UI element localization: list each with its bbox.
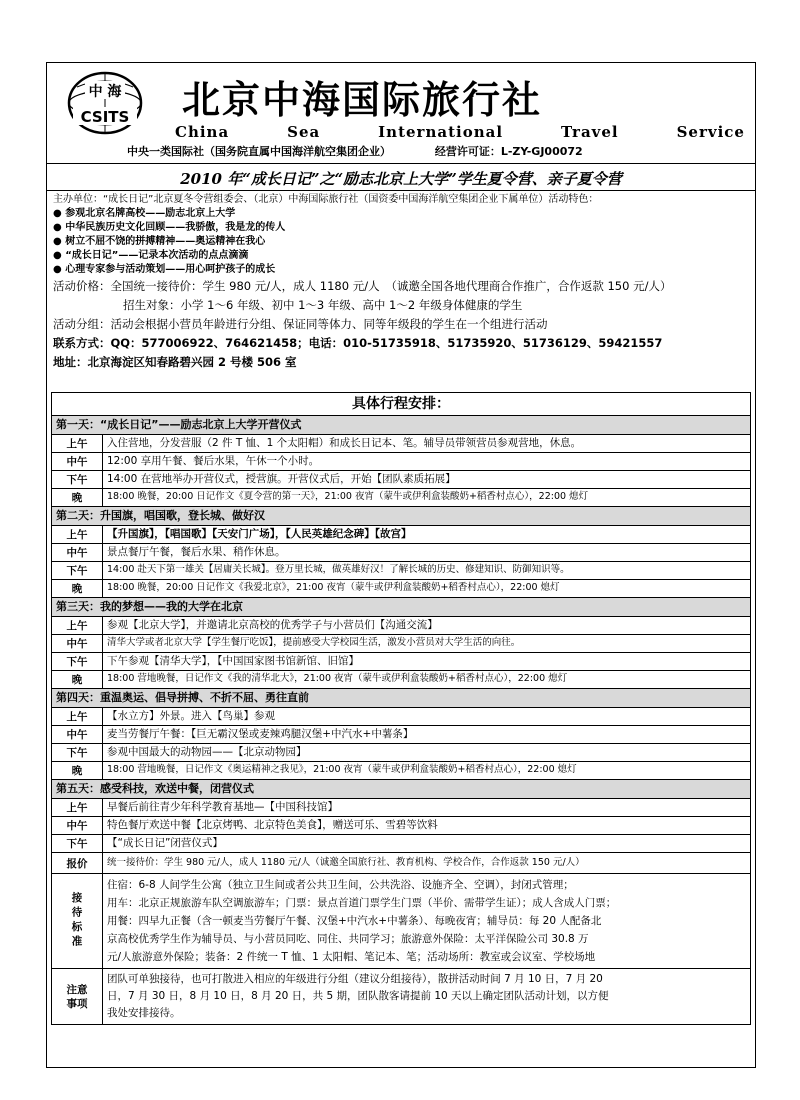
time-slot: 晚 [52,489,103,506]
table-row [52,544,750,562]
company-en-word: Sea [287,123,321,141]
organizer-text: 主办单位：“成长日记”北京夏冬令营组委会、（北京）中海国际旅行社（国资委中国海洋航空集团企业下属单位）活动特色： [53,194,599,205]
table-row [52,489,750,507]
day-title: 第二天：升国旗，唱国歌，登长城、做好汉 [52,507,750,526]
event-title: 2010 年“成长日记”之“励志北京上大学”学生夏令营、亲子夏令营 [47,164,755,191]
header [47,63,755,164]
notes-line: 团队可单独接待，也可打散进入相应的年级进行分组（建议分组接待），散拼活动时间 7 月 10 日，7 月 20 [107,973,603,985]
table-row [52,708,750,726]
company-en-word: International [378,123,504,141]
standards-line: 住宿：6-8 人间学生公寓（独立卫生间或者公共卫生间，公共洗浴、设施齐全、空调），封闭式管理； [107,879,574,891]
feature-item: ● 树立不屈不饶的拼搏精神——奥运精神在我心 [53,236,266,247]
activity-desc: 【水立方】外景。进入【鸟巢】参观 [107,710,275,722]
table-row [52,526,750,544]
time-slot: 下午 [52,471,103,488]
time-slot: 中午 [52,817,103,834]
company-en-word: Service [676,123,745,141]
feature-item: ● 参观北京名牌高校——励志北京上大学 [53,208,236,219]
activity-desc: 【“成长日记”闭营仪式】 [107,837,223,849]
table-row [52,653,750,671]
standards-line: 用车：北京正规旅游车队空调旅游车；门票：景点首道门票学生门票（半价、需带学生证）；成人含成人门票； [107,897,617,909]
time-slot: 下午 [52,562,103,579]
time-slot: 中午 [52,544,103,561]
table-row [52,562,750,580]
license-line [127,143,583,159]
time-slot: 中午 [52,453,103,470]
activity-desc: 入住营地，分发营服（2 件 T 恤、1 个太阳帽）和成长日记本、笔。辅导员带领营员参观营地，休息。 [107,437,582,449]
time-slot: 下午 [52,835,103,852]
day-title: 第一天：“成长日记”——励志北京上大学开营仪式 [52,416,750,435]
company-name-en [175,123,745,141]
company-name-cn: 北京中海国际旅行社 [182,78,543,122]
price-row [52,853,750,874]
grouping-text: 活动分组：活动会根据小营员年龄进行分组、保证同等体力、同等年级段的学生在一个组进行活动 [53,317,548,331]
activity-desc: 18:00 晚餐，20:00 日记作文《我爱北京》，21:00 夜宵（蒙牛或伊利盒装酸奶+稻香村点心），22:00 熄灯 [107,582,560,593]
day-title: 第四天：重温奥运、倡导拼搏、不折不屈、勇往直前 [52,689,750,708]
company-en-word: China [175,123,230,141]
table-row [52,617,750,635]
time-slot: 上午 [52,799,103,816]
targets-text: 招生对象：小学 1～6 年级、初中 1～3 年级、高中 1～2 年级身体健康的学生 [123,298,523,312]
activity-desc: 麦当劳餐厅午餐：【巨无霸汉堡或麦辣鸡腿汉堡+中汽水+中薯条】 [107,728,414,740]
notes-desc [103,969,750,1024]
activity-desc: 【升国旗】，【唱国歌】【天安门广场】，【人民英雄纪念碑】【故宫】 [107,528,412,540]
standards-label: 接待标准 [52,874,103,968]
activity-desc: 下午参观【清华大学】，【中国国家图书馆新馆、旧馆】 [107,655,359,667]
time-slot: 晚 [52,671,103,688]
time-slot: 下午 [52,744,103,761]
license-number: 经营许可证：L-ZY-GJ00072 [434,145,583,158]
table-row [52,744,750,762]
activity-desc: 特色餐厅欢送中餐【北京烤鸭、北京特色美食】，赠送可乐、雪碧等饮料 [107,819,438,831]
notes-line: 日，7 月 30 日，8 月 10 日，8 月 20 日，共 5 期，团队散客请提前 10 天以上确定团队活动计划，以方便 [107,990,609,1002]
intro-section [47,191,755,372]
logo-text-top: 中 海 [88,84,122,100]
activity-desc: 14:00 赴天下第一雄关【居庸关长城】。登万里长城，做英雄好汉！了解长城的历史、修建知识、防御知识等。 [107,564,570,575]
standards-line: 京高校优秀学生作为辅导员、与小营员同吃、同住、共同学习；旅游意外保险：太平洋保险公司 30.8 万 [107,933,589,945]
notes-row [52,969,750,1024]
table-row [52,635,750,653]
schedule-table [51,392,751,1025]
company-logo-icon [63,67,155,147]
activity-desc: 早餐后前往青少年科学教育基地—【中国科技馆】 [107,801,338,813]
time-slot: 中午 [52,726,103,743]
table-row [52,671,750,689]
standards-row [52,874,750,969]
activity-desc: 景点餐厅午餐，餐后水果、稍作休息。 [107,546,286,558]
price-desc: 统一接待价：学生 980 元/人，成人 1180 元/人（诚邀全国旅行社、教育机构、学校合作，合作返款 150 元/人） [107,857,585,868]
activity-desc: 18:00 晚餐，20:00 日记作文《夏令营的第一天》，21:00 夜宵（蒙牛或伊利盒装酸奶+稻香村点心），22:00 熄灯 [107,491,589,502]
standards-desc [103,874,750,968]
notes-label: 注意 事项 [52,969,103,1024]
activity-desc: 18:00 营地晚餐，日记作文《我的清华北大》，21:00 夜宵（蒙牛或伊利盒装酸奶+稻香村点心），22:00 熄灯 [107,673,568,684]
activity-desc: 12:00 享用午餐、餐后水果，午休一个小时。 [107,455,320,467]
price-text: 活动价格：全国统一接待价：学生 980 元/人，成人 1180 元/人 （诚邀全国各地代理商合作推广，合作返款 150 元/人） [53,279,672,293]
standards-line: 元/人旅游意外保险；装备：2 件统一 T 恤、1 太阳帽、笔记本、笔；活动场所：教室或会议室、学校场地 [107,951,596,963]
table-row [52,835,750,853]
time-slot: 上午 [52,526,103,543]
feature-item: ● 心理专家参与活动策划——用心呵护孩子的成长 [53,264,276,275]
table-row [52,580,750,598]
time-slot: 上午 [52,435,103,452]
time-slot: 上午 [52,617,103,634]
time-slot: 下午 [52,653,103,670]
table-row [52,453,750,471]
feature-item: ● “成长日记”——记录本次活动的点点滴滴 [53,250,249,261]
qualification-text: 中央一类国际社（国务院直属中国海洋航空集团企业） [127,145,391,158]
brochure-page [46,62,756,1068]
notes-line: 我处安排接待。 [107,1007,181,1019]
table-row [52,817,750,835]
time-slot: 晚 [52,580,103,597]
contact-text: 联系方式：QQ：577006922、764621458；电话：010-51735918、51735920、51736129、59421557 [53,336,663,350]
activity-desc: 参观中国最大的动物园——【北京动物园】 [107,746,307,758]
activity-desc: 参观【北京大学】，并邀请北京高校的优秀学子与小营员们【沟通交流】 [107,619,438,631]
time-slot: 晚 [52,762,103,779]
feature-item: ● 中华民族历史文化回顾——我骄傲，我是龙的传人 [53,222,286,233]
day-title: 第三天：我的梦想——我的大学在北京 [52,598,750,617]
time-slot: 上午 [52,708,103,725]
price-label: 报价 [52,853,103,873]
table-row [52,471,750,489]
schedule-title: 具体行程安排： [52,393,750,416]
logo-text-bottom: CSITS [80,108,130,126]
standards-line: 用餐：四早九正餐（含一顿麦当劳餐厅午餐、汉堡+中汽水+中薯条）、每晚夜宵；辅导员：每 20 人配备北 [107,915,602,927]
table-row [52,799,750,817]
day-title: 第五天：感受科技，欢送中餐，闭营仪式 [52,780,750,799]
table-row [52,762,750,780]
activity-desc: 14:00 在营地举办开营仪式，授营旗。开营仪式后，开始【团队素质拓展】 [107,473,456,485]
activity-desc: 18:00 营地晚餐，日记作文《奥运精神之我见》，21:00 夜宵（蒙牛或伊利盒装酸奶+稻香村点心），22:00 熄灯 [107,764,577,775]
activity-desc: 清华大学或者北京大学【学生餐厅吃饭】，提前感受大学校园生活，激发小营员对大学生活的向往。 [107,637,521,648]
table-row [52,435,750,453]
time-slot: 中午 [52,635,103,652]
table-row [52,726,750,744]
company-en-word: Travel [560,123,619,141]
address-text: 地址：北京海淀区知春路碧兴园 2 号楼 506 室 [53,355,297,369]
